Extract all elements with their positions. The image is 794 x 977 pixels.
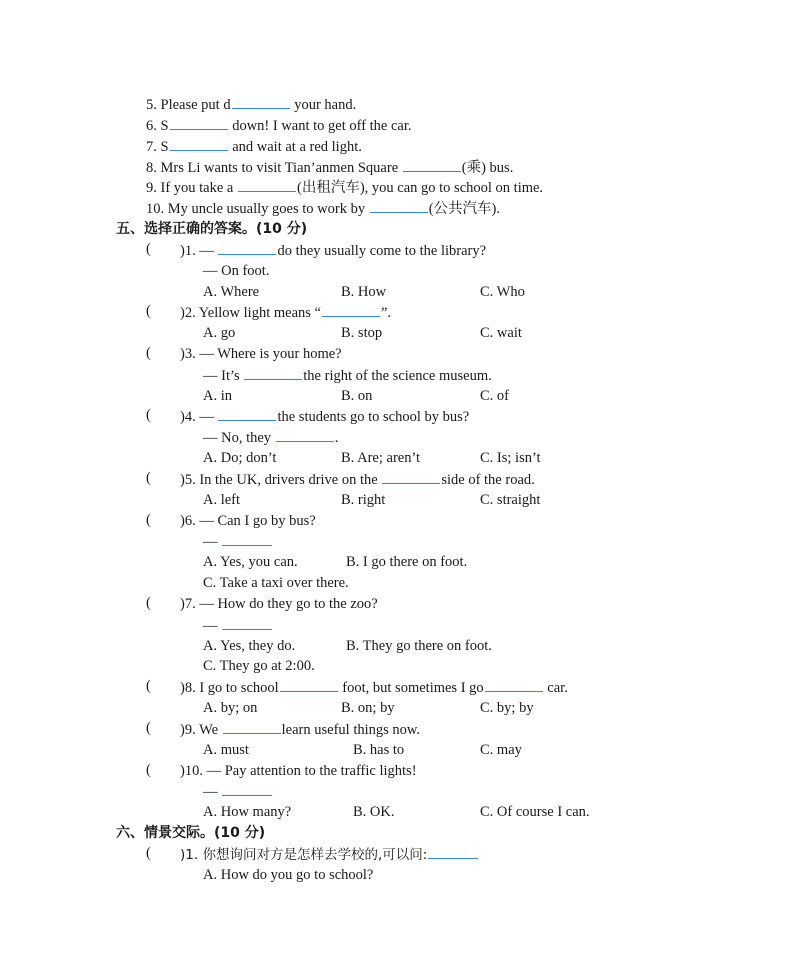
q9-stem	[180, 720, 420, 739]
fill-item-7-text: 7. S	[146, 139, 169, 155]
q7-option-b: B. They go there on foot.	[346, 638, 492, 654]
q2-text: )2. Yellow light means “	[180, 305, 321, 321]
fill-item-5	[146, 95, 356, 114]
answer-paren[interactable]: (	[146, 720, 151, 736]
answer-blank[interactable]	[238, 178, 296, 192]
q6-option-b: B. I go there on foot.	[346, 554, 468, 570]
q3-stem: )3. — Where is your home?	[180, 346, 342, 362]
answer-blank[interactable]	[218, 407, 276, 421]
answer-blank[interactable]	[322, 303, 380, 317]
answer-blank[interactable]	[222, 782, 272, 796]
q8-stem	[180, 678, 568, 697]
answer-paren[interactable]: (	[146, 241, 151, 257]
q4-reply	[203, 428, 338, 447]
q1-stem	[180, 241, 486, 260]
q7-dash: —	[203, 618, 218, 634]
answer-blank[interactable]	[170, 116, 228, 130]
q9-text: )9. We	[180, 722, 222, 738]
answer-blank[interactable]	[485, 678, 543, 692]
fill-item-8	[146, 158, 513, 177]
q6-option-c: C. Take a taxi over there.	[203, 575, 349, 591]
q3-reply-tail: the right of the science museum.	[303, 368, 492, 384]
q4-option-c: C. Is; isn’t	[480, 450, 541, 466]
q1-option-b: B. How	[341, 284, 387, 300]
q2-option-a: A. go	[203, 325, 236, 341]
q5-option-c: C. straight	[480, 492, 541, 508]
q3-option-a: A. in	[203, 388, 232, 404]
q1-option-a: A. Where	[203, 284, 260, 300]
q4-option-b: B. Are; aren’t	[341, 450, 421, 466]
answer-blank[interactable]	[170, 137, 228, 151]
answer-blank[interactable]	[276, 428, 334, 442]
answer-blank[interactable]	[218, 241, 276, 255]
answer-paren[interactable]: (	[146, 512, 151, 528]
q4-reply-tail: .	[334, 430, 339, 446]
answer-blank[interactable]	[222, 616, 272, 630]
q8-option-a: A. by; on	[203, 700, 258, 716]
q1-tail: do they usually come to the library?	[277, 243, 487, 259]
fill-item-5-tail: your hand.	[290, 97, 357, 113]
answer-blank[interactable]	[403, 158, 461, 172]
q9-option-a: A. must	[203, 742, 249, 758]
s6-q1-text: )1. 你想询问对方是怎样去学校的,可以问:	[180, 847, 428, 863]
q4-option-a: A. Do; don’t	[203, 450, 277, 466]
answer-paren[interactable]: (	[146, 303, 151, 319]
answer-paren[interactable]: (	[146, 762, 151, 778]
fill-item-10-text: 10. My uncle usually goes to work by	[146, 201, 369, 217]
s6-q1-stem	[180, 845, 479, 864]
fill-item-5-text: 5. Please put d	[146, 97, 231, 113]
q4-tail: the students go to school by bus?	[277, 409, 470, 425]
q1-option-c: C. Who	[480, 284, 525, 300]
q6-stem: )6. — Can I go by bus?	[180, 513, 316, 529]
fill-item-10	[146, 199, 500, 218]
fill-item-9-tail: (出租汽车), you can go to school on time.	[297, 180, 544, 196]
answer-blank[interactable]	[222, 532, 272, 546]
q3-option-c: C. of	[480, 388, 509, 404]
q4-stem	[180, 407, 469, 426]
fill-item-9	[146, 178, 543, 197]
q9-option-b: B. has to	[353, 742, 405, 758]
answer-paren[interactable]: (	[146, 470, 151, 486]
q9-option-c: C. may	[480, 742, 522, 758]
answer-blank[interactable]	[370, 199, 428, 213]
q5-tail: side of the road.	[441, 472, 535, 488]
q7-stem: )7. — How do they go to the zoo?	[180, 596, 378, 612]
q8-option-c: C. by; by	[480, 700, 534, 716]
section-5-heading: 五、选择正确的答案。(10 分)	[116, 221, 308, 237]
q4-reply-text: — No, they	[203, 430, 275, 446]
fill-item-6-text: 6. S	[146, 118, 169, 134]
answer-blank[interactable]	[244, 366, 302, 380]
fill-item-10-tail: (公共汽车).	[428, 201, 501, 217]
fill-item-7	[146, 137, 362, 156]
answer-blank[interactable]	[428, 845, 478, 859]
q5-option-b: B. right	[341, 492, 386, 508]
q2-tail: ”.	[380, 305, 392, 321]
q10-option-b: B. OK.	[353, 804, 395, 820]
q10-stem: )10. — Pay attention to the traffic lights!	[180, 763, 417, 779]
answer-paren[interactable]: (	[146, 845, 151, 861]
q4-text: )4. —	[180, 409, 218, 425]
q2-stem	[180, 303, 391, 322]
q5-stem	[180, 470, 535, 489]
q2-option-c: C. wait	[480, 325, 522, 341]
answer-paren[interactable]: (	[146, 407, 151, 423]
q6-reply	[203, 532, 273, 551]
q8-option-b: B. on; by	[341, 700, 395, 716]
q10-option-c: C. Of course I can.	[480, 804, 590, 820]
q3-reply-text: — It’s	[203, 368, 244, 384]
q9-tail: learn useful things now.	[281, 722, 421, 738]
section-6-heading: 六、情景交际。(10 分)	[116, 825, 266, 841]
fill-item-8-text: 8. Mrs Li wants to visit Tian’anmen Square	[146, 160, 402, 176]
answer-blank[interactable]	[382, 470, 440, 484]
fill-item-9-text: 9. If you take a	[146, 180, 237, 196]
q3-option-b: B. on	[341, 388, 373, 404]
q10-reply	[203, 782, 273, 801]
fill-item-6	[146, 116, 412, 135]
q1-reply: — On foot.	[203, 263, 270, 279]
fill-item-7-tail: and wait at a red light.	[228, 139, 362, 155]
answer-blank[interactable]	[280, 678, 338, 692]
q7-option-a: A. Yes, they do.	[203, 638, 296, 654]
answer-paren[interactable]: (	[146, 595, 151, 611]
fill-item-8-tail: (乘) bus.	[461, 160, 514, 176]
q10-dash: —	[203, 784, 218, 800]
answer-blank[interactable]	[232, 95, 290, 109]
q1-text: )1. —	[180, 243, 218, 259]
answer-paren[interactable]: (	[146, 678, 151, 694]
answer-paren[interactable]: (	[146, 345, 151, 361]
q6-dash: —	[203, 534, 218, 550]
s6-q1-option-a: A. How do you go to school?	[203, 867, 374, 883]
q3-reply	[203, 366, 492, 385]
fill-item-6-tail: down! I want to get off the car.	[228, 118, 412, 134]
answer-blank[interactable]	[223, 720, 281, 734]
q8-mid: foot, but sometimes I go	[338, 680, 484, 696]
q8-tail: car.	[543, 680, 568, 696]
q2-option-b: B. stop	[341, 325, 383, 341]
q6-option-a: A. Yes, you can.	[203, 554, 298, 570]
q7-option-c: C. They go at 2:00.	[203, 658, 315, 674]
q8-text: )8. I go to school	[180, 680, 279, 696]
q10-option-a: A. How many?	[203, 804, 292, 820]
q5-option-a: A. left	[203, 492, 241, 508]
q5-text: )5. In the UK, drivers drive on the	[180, 472, 382, 488]
q7-reply	[203, 616, 273, 635]
